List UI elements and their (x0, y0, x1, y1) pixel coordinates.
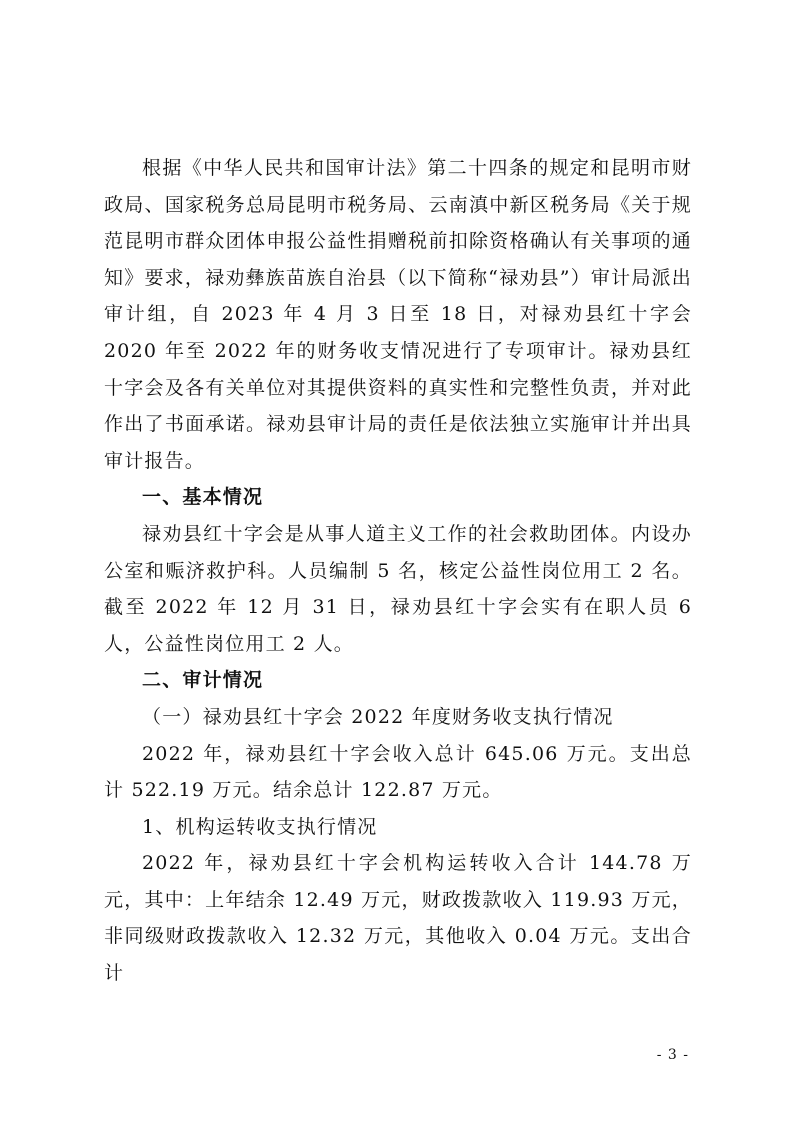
subsection-heading-2022: （一）禄劝县红十字会 2022 年度财务收支执行情况 (142, 705, 614, 728)
operations-paragraph: 2022 年，禄劝县红十字会机构运转收入合计 144.78 万元，其中：上年结余 12.49 万元，财政拨款收入 119.93 万元，非同级财政拨款收入 12.32 万元，其他收入 0.04 万元。支出合计 (104, 852, 692, 985)
section-heading-basic: 一、基本情况 (142, 486, 264, 509)
page-number: - 3 - (656, 1047, 689, 1063)
summary-2022-paragraph: 2022 年，禄劝县红十字会收入总计 645.06 万元。支出总计 522.19 万元。结余总计 122.87 万元。 (104, 742, 692, 802)
basic-info-paragraph: 禄劝县红十字会是从事人道主义工作的社会救助团体。内设办公室和赈济救护科。人员编制 5 名，核定公益性岗位用工 2 名。截至 2022 年 12 月 31 日，禄劝县红十字会实有在职人员 6 人，公益性岗位用工 2 人。 (104, 522, 692, 655)
section-heading-audit: 二、审计情况 (142, 669, 264, 692)
item-heading-operations: 1、机构运转收支执行情况 (142, 815, 378, 838)
document-page (104, 150, 692, 992)
intro-paragraph: 根据《中华人民共和国审计法》第二十四条的规定和昆明市财政局、国家税务总局昆明市税务局、云南滇中新区税务局《关于规范昆明市群众团体申报公益性捐赠税前扣除资格确认有关事项的通知》要求，禄劝彝族苗族自治县（以下简称“禄劝县”）审计局派出审计组，自 2023 年 4 月 3 日至 18 日，对禄劝县红十字会 2020 年至 2022 年的财务收支情况进行了专项审计。禄劝县红十字会及各有关单位对其提供资料的真实性和完整性负责，并对此作出了书面承诺。禄劝县审计局的责任是依法独立实施审计并出具审计报告。 (104, 157, 692, 472)
